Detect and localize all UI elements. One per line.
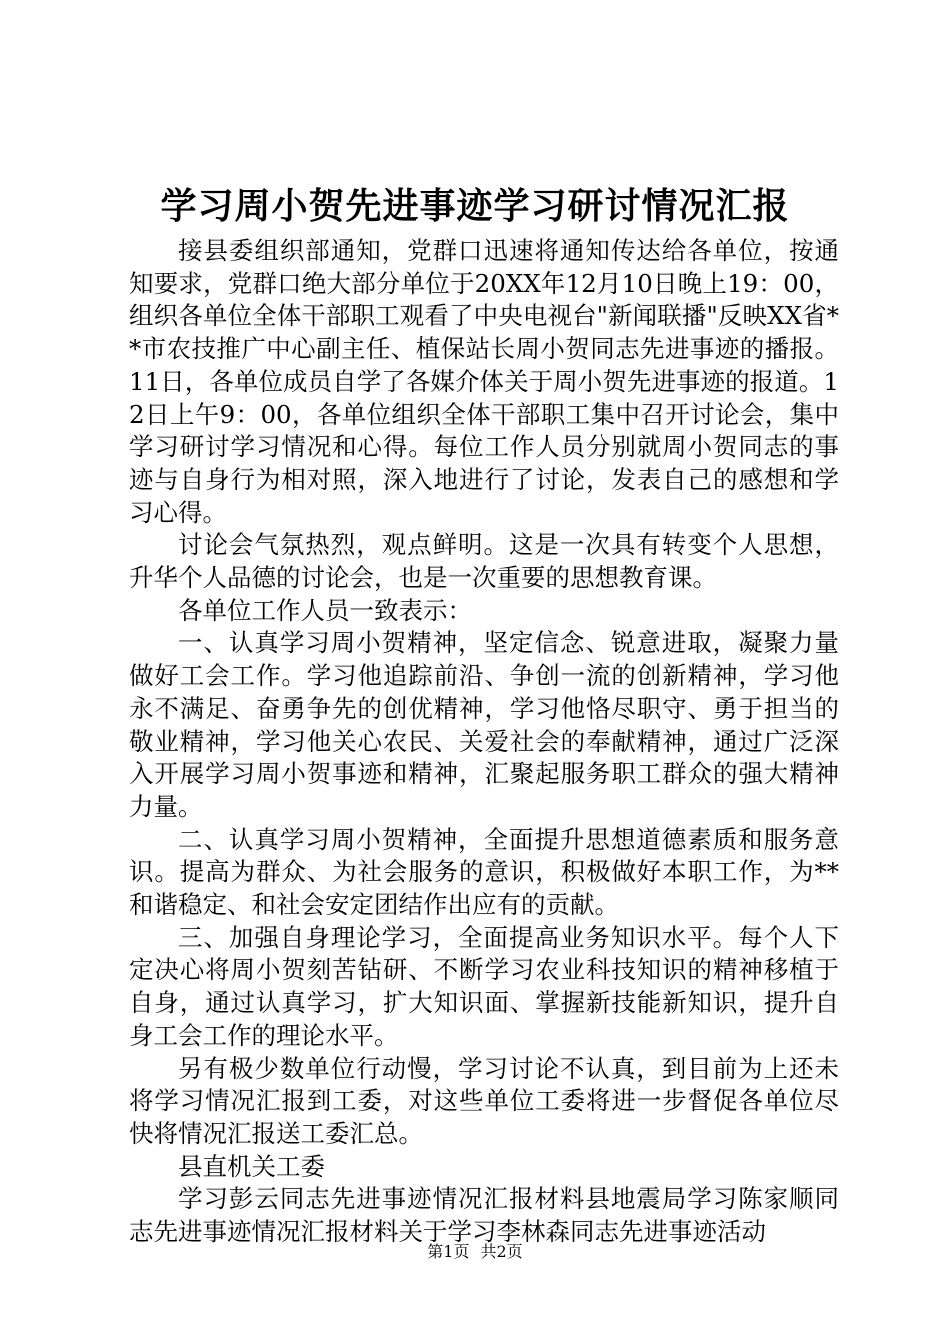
document-body: [129, 235, 839, 1249]
page-number: 第1页: [427, 1242, 470, 1261]
paragraph: 二、认真学习周小贺精神，全面提升思想道德素质和服务意识。提高为群众、为社会服务的意识，积极做好本职工作，为**和谐稳定、和社会安定团结作出应有的贡献。: [129, 824, 839, 920]
signature-line: 县直机关工委: [178, 1151, 325, 1181]
page-footer: [0, 1240, 950, 1264]
paragraph: 学习彭云同志先进事迹情况汇报材料县地震局学习陈家顺同志先进事迹情况汇报材料关于学习李林森同志先进事迹活动: [129, 1184, 839, 1247]
paragraph: 三、加强自身理论学习，全面提高业务知识水平。每个人下定决心将周小贺刻苦钻研、不断学习农业科技知识的精神移植于自身，通过认真学习，扩大知识面、掌握新技能新知识，提升自身工会工作的理论水平。: [129, 922, 839, 1050]
page-total: 共2页: [480, 1242, 523, 1261]
paragraph: 一、认真学习周小贺精神，坚定信念、锐意进取，凝聚力量做好工会工作。学习他追踪前沿、争创一流的创新精神，学习他永不满足、奋勇争先的创优精神，学习他恪尽职守、勇于担当的敬业精神，学习他关心农民、关爱社会的奉献精神，通过广泛深入开展学习周小贺事迹和精神，汇聚起服务职工群众的强大精神力量。: [129, 628, 839, 821]
document-title: 学习周小贺先进事迹学习研讨情况汇报: [160, 185, 790, 227]
paragraph: 讨论会气氛热烈，观点鲜明。这是一次具有转变个人思想，升华个人品德的讨论会，也是一次重要的思想教育课。: [129, 530, 839, 593]
paragraph: 各单位工作人员一致表示：: [178, 595, 472, 625]
paragraph: 另有极少数单位行动慢，学习讨论不认真，到目前为上还未将学习情况汇报到工委，对这些单位工委将进一步督促各单位尽快将情况汇报送工委汇总。: [129, 1053, 839, 1148]
paragraph: 接县委组织部通知，党群口迅速将通知传达给各单位，按通知要求，党群口绝大部分单位于20XX年12月10日晚上19：00，组织各单位全体干部职工观看了中央电视台"新闻联播"反映XX省**市农技推广中心副主任、植保站长周小贺同志先进事迹的播报。11日，各单位成员自学了各媒介体关于周小贺先进事迹的报道。12日上午9：00，各单位组织全体干部职工集中召开讨论会，集中学习研讨学习情况和心得。每位工作人员分别就周小贺同志的事迹与自身行为相对照，深入地进行了讨论，发表自己的感想和学习心得。: [129, 236, 839, 527]
